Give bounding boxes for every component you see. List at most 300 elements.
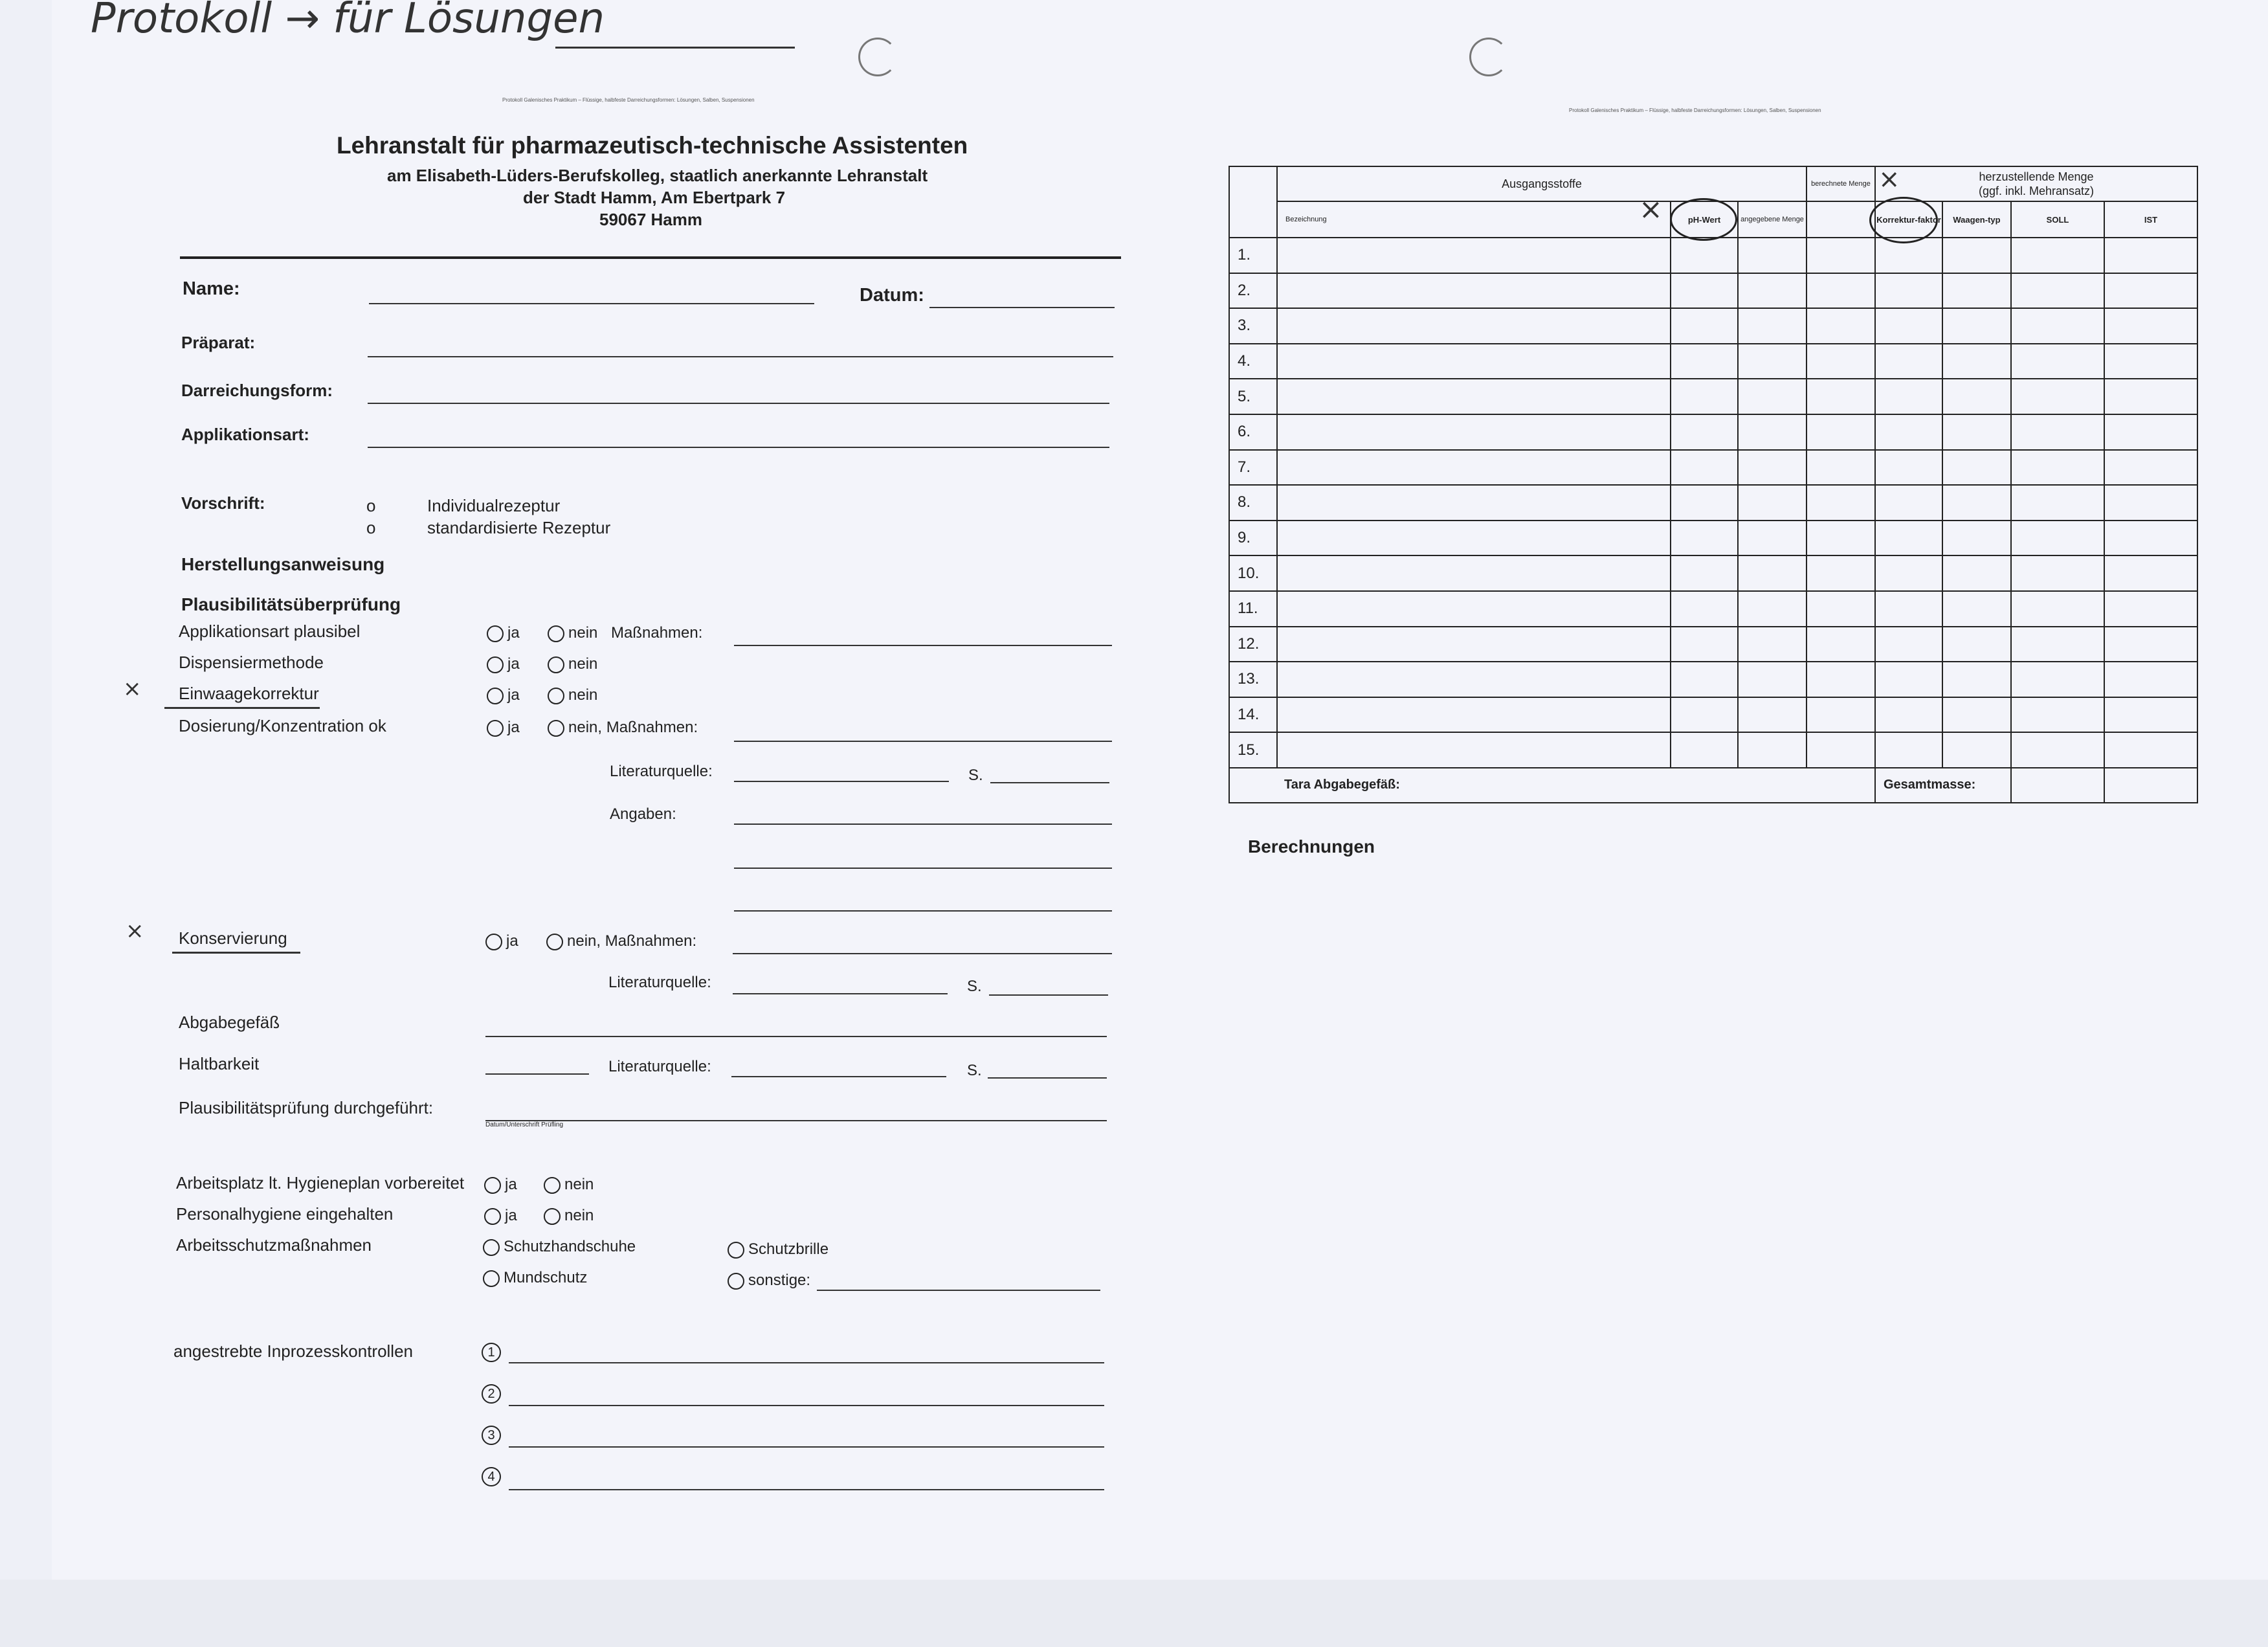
table-cell[interactable] xyxy=(1277,344,1671,379)
angaben-line-1[interactable] xyxy=(734,824,1112,825)
table-cell[interactable] xyxy=(2011,521,2104,556)
row-number: 11. xyxy=(1229,591,1277,627)
handwritten-note: Protokoll → für Lösungen xyxy=(91,0,605,43)
konservierung-label: Konservierung xyxy=(179,928,287,948)
ja-label: ja xyxy=(507,624,520,642)
personal-ja[interactable] xyxy=(484,1207,517,1225)
table-cell[interactable] xyxy=(1875,344,1942,379)
durchgefuehrt-line[interactable] xyxy=(485,1120,1107,1121)
radio-icon xyxy=(487,625,504,642)
table-cell[interactable] xyxy=(1277,308,1671,344)
handwritten-underline-einwaage xyxy=(164,707,320,709)
table-cell[interactable] xyxy=(1942,732,2011,768)
radio-icon xyxy=(484,1208,501,1225)
datum-label: Datum: xyxy=(860,285,924,306)
ja-label: ja xyxy=(506,932,518,950)
table-cell[interactable] xyxy=(1738,697,1807,733)
table-row xyxy=(1229,308,2197,344)
tiny-header-right: Protokoll Galenisches Praktikum – Flüssige, halbfeste Darreichungsformen: Lösungen, Salben, Suspensionen xyxy=(1569,107,1821,113)
table-cell[interactable] xyxy=(1807,273,1875,309)
radio-icon xyxy=(548,720,564,737)
applikationsart-ja[interactable] xyxy=(487,624,520,642)
header-korrekturfaktor: Korrektur-faktor xyxy=(1875,201,1942,238)
ja-label: ja xyxy=(505,1176,517,1193)
table-row xyxy=(1229,555,2197,591)
table-cell[interactable] xyxy=(1942,697,2011,733)
table-cell[interactable] xyxy=(1738,379,1807,414)
table-cell[interactable] xyxy=(1738,450,1807,486)
row-number: 3. xyxy=(1229,308,1277,344)
table-cell[interactable] xyxy=(1738,238,1807,273)
table-cell[interactable] xyxy=(1807,344,1875,379)
nein-label: nein xyxy=(564,1207,594,1224)
table-cell[interactable] xyxy=(1671,521,1738,556)
ipk-line-4[interactable] xyxy=(509,1489,1104,1490)
ipk-item-2 xyxy=(482,1384,501,1404)
table-cell[interactable] xyxy=(1807,238,1875,273)
row-number: 14. xyxy=(1229,697,1277,733)
row-number: 2. xyxy=(1229,273,1277,309)
row-number: 10. xyxy=(1229,555,1277,591)
table-cell[interactable] xyxy=(2104,697,2197,733)
table-cell[interactable] xyxy=(1875,732,1942,768)
table-cell[interactable] xyxy=(1738,308,1807,344)
table-cell[interactable] xyxy=(2104,238,2197,273)
darreichungsform-label: Darreichungsform: xyxy=(181,381,333,400)
einwaage-ja[interactable] xyxy=(487,686,520,704)
table-cell[interactable] xyxy=(1807,521,1875,556)
header-ausgangsstoffe: Ausgangsstoffe xyxy=(1277,166,1807,201)
table-cell[interactable] xyxy=(1807,450,1875,486)
scan-margin xyxy=(0,1580,2268,1647)
table-cell[interactable] xyxy=(1671,379,1738,414)
institution-sub2: der Stadt Hamm, Am Ebertpark 7 xyxy=(523,188,786,207)
handwritten-circle-korrektur xyxy=(1869,197,1938,243)
table-cell[interactable] xyxy=(1277,521,1671,556)
table-cell[interactable] xyxy=(1671,308,1738,344)
table-cell[interactable] xyxy=(1942,273,2011,309)
table-cell[interactable] xyxy=(1942,344,2011,379)
table-cell[interactable] xyxy=(1807,591,1875,627)
radio-icon xyxy=(728,1242,744,1259)
applikationsart-massnahmen-label: Maßnahmen: xyxy=(611,624,703,642)
header-angegebene-menge: angegebene Menge xyxy=(1738,201,1807,238)
table-row xyxy=(1229,662,2197,697)
row-number: 4. xyxy=(1229,344,1277,379)
table-cell[interactable] xyxy=(1807,555,1875,591)
table-cell[interactable] xyxy=(2011,414,2104,450)
table-cell[interactable] xyxy=(1942,627,2011,662)
table-cell[interactable] xyxy=(1807,662,1875,697)
table-cell[interactable] xyxy=(1875,450,1942,486)
datum-line[interactable] xyxy=(929,307,1115,308)
arbeitsplatz-ja[interactable] xyxy=(484,1176,517,1194)
radio-icon xyxy=(548,688,564,704)
row-number: 5. xyxy=(1229,379,1277,414)
table-cell[interactable] xyxy=(1277,379,1671,414)
literatur-label-3: Literaturquelle: xyxy=(608,1058,711,1075)
table-cell[interactable] xyxy=(2011,591,2104,627)
nein-label: nein xyxy=(568,655,598,673)
table-cell[interactable] xyxy=(1875,627,1942,662)
table-cell[interactable] xyxy=(2104,555,2197,591)
table-cell[interactable] xyxy=(2104,485,2197,521)
radio-icon xyxy=(485,934,502,950)
plausi-row-dosierung: Dosierung/Konzentration ok xyxy=(179,716,386,735)
table-row xyxy=(1229,273,2197,309)
konservierung-massnahmen-line[interactable] xyxy=(733,953,1112,954)
table-cell[interactable] xyxy=(1875,555,1942,591)
table-cell[interactable] xyxy=(1942,238,2011,273)
table-cell[interactable] xyxy=(1807,308,1875,344)
darreichungsform-line[interactable] xyxy=(368,403,1109,404)
arbeitsplatz-nein[interactable] xyxy=(544,1176,594,1194)
row-number: 8. xyxy=(1229,485,1277,521)
table-cell[interactable] xyxy=(1942,379,2011,414)
radio-icon xyxy=(548,625,564,642)
handwritten-underline xyxy=(555,47,795,49)
praeparat-label: Präparat: xyxy=(181,333,256,352)
table-row xyxy=(1229,732,2197,768)
tiny-header-left: Protokoll Galenisches Praktikum – Flüssige, halbfeste Darreichungsformen: Lösungen, Salben, Suspensionen xyxy=(502,97,755,103)
header-ph-wert: pH-Wert xyxy=(1671,201,1738,238)
table-cell[interactable] xyxy=(1277,662,1671,697)
mundschutz-option[interactable] xyxy=(483,1269,587,1287)
table-cell[interactable] xyxy=(2011,238,2104,273)
tara-cell[interactable]: Tara Abgabegefäß: xyxy=(1229,768,1875,803)
table-cell[interactable] xyxy=(1875,308,1942,344)
sonstige-label: sonstige: xyxy=(748,1272,811,1289)
table-cell[interactable] xyxy=(1277,414,1671,450)
table-cell[interactable] xyxy=(1671,555,1738,591)
herzustellende-text: herzustellende Menge xyxy=(1979,170,2094,183)
table-cell[interactable] xyxy=(1942,555,2011,591)
table-cell[interactable] xyxy=(2011,732,2104,768)
ipk-number-1: 1 xyxy=(482,1343,501,1362)
handwritten-circle-ph xyxy=(1670,198,1737,241)
schutzhandschuhe-option[interactable] xyxy=(483,1238,636,1256)
ipk-item-3 xyxy=(482,1426,501,1445)
radio-icon xyxy=(487,688,504,704)
handwritten-mark-herzustellende: × xyxy=(1878,164,1900,194)
table-cell[interactable] xyxy=(1807,732,1875,768)
ausgangsstoffe-table xyxy=(1228,166,2198,803)
praeparat-line[interactable] xyxy=(368,356,1113,357)
header-berechnete-menge: berechnete Menge xyxy=(1807,166,1875,201)
table-cell[interactable] xyxy=(1671,485,1738,521)
radio-icon xyxy=(483,1239,500,1256)
abgabegefaess-label: Abgabegefäß xyxy=(179,1013,280,1032)
row-number: 15. xyxy=(1229,732,1277,768)
table-row xyxy=(1229,414,2197,450)
ipk-item-4 xyxy=(482,1467,501,1486)
haltbarkeit-line[interactable] xyxy=(485,1073,589,1075)
hygiene-arbeitsschutz: Arbeitsschutzmaßnahmen xyxy=(176,1235,372,1255)
table-cell[interactable] xyxy=(2104,732,2197,768)
table-cell[interactable] xyxy=(1942,521,2011,556)
herstellungsanweisung-heading: Herstellungsanweisung xyxy=(181,554,385,574)
table-cell[interactable] xyxy=(1875,379,1942,414)
table-cell[interactable] xyxy=(1671,450,1738,486)
einwaage-nein[interactable] xyxy=(548,686,597,704)
applikationsart-nein[interactable] xyxy=(548,624,597,642)
table-cell[interactable] xyxy=(1671,414,1738,450)
table-cell[interactable] xyxy=(2011,450,2104,486)
applikationsart-massnahmen-line[interactable] xyxy=(734,645,1112,646)
table-cell[interactable] xyxy=(2104,662,2197,697)
schutzbrille-option[interactable] xyxy=(728,1240,828,1259)
schutzhandschuhe-label: Schutzhandschuhe xyxy=(504,1238,636,1255)
gesamtmasse-ist[interactable] xyxy=(2104,768,2197,803)
table-row xyxy=(1229,450,2197,486)
plausi-row-applikationsart: Applikationsart plausibel xyxy=(179,622,361,641)
ja-label: ja xyxy=(507,686,520,704)
table-cell[interactable] xyxy=(2104,273,2197,309)
applikationsart-label: Applikationsart: xyxy=(181,425,309,444)
angaben-line-2[interactable] xyxy=(734,868,1112,869)
datum-unterschrift-caption: Datum/Unterschrift Prüfling xyxy=(485,1121,564,1128)
table-cell[interactable] xyxy=(1738,555,1807,591)
plausi-row-dispensiermethode: Dispensiermethode xyxy=(179,653,324,672)
dispensier-nein[interactable] xyxy=(548,655,597,673)
table-cell[interactable] xyxy=(1738,662,1807,697)
seite-label-3: S. xyxy=(967,1062,982,1079)
table-cell[interactable] xyxy=(2011,273,2104,309)
table-row xyxy=(1229,379,2197,414)
table-cell[interactable] xyxy=(2011,485,2104,521)
gesamtmasse-soll[interactable] xyxy=(2011,768,2104,803)
dosierung-nein-massnahmen[interactable] xyxy=(548,719,698,737)
konservierung-ja[interactable] xyxy=(485,932,518,950)
durchgefuehrt-label: Plausibilitätsprüfung durchgeführt: xyxy=(179,1098,434,1117)
nein-label: nein xyxy=(568,624,598,642)
table-cell[interactable] xyxy=(2104,414,2197,450)
haltbarkeit-label: Haltbarkeit xyxy=(179,1054,260,1073)
handwritten-mark-einwaage: × xyxy=(123,676,142,702)
ipk-item-1 xyxy=(482,1343,501,1362)
table-cell[interactable] xyxy=(2011,555,2104,591)
table-cell[interactable] xyxy=(1671,273,1738,309)
table-cell[interactable] xyxy=(1807,627,1875,662)
nein-label: nein xyxy=(568,686,598,704)
ipk-label: angestrebte Inprozesskontrollen xyxy=(173,1341,414,1361)
table-cell[interactable] xyxy=(1875,485,1942,521)
table-cell[interactable] xyxy=(1277,273,1671,309)
table-cell[interactable] xyxy=(2104,450,2197,486)
table-cell[interactable] xyxy=(2104,344,2197,379)
radio-icon xyxy=(487,656,504,673)
seite-label-1: S. xyxy=(968,767,983,784)
ipk-number-3: 3 xyxy=(482,1426,501,1445)
table-cell[interactable] xyxy=(2104,379,2197,414)
table-cell[interactable] xyxy=(1738,591,1807,627)
ipk-number-4: 4 xyxy=(482,1467,501,1486)
table-row xyxy=(1229,344,2197,379)
table-cell[interactable] xyxy=(1807,485,1875,521)
table-cell[interactable] xyxy=(1875,697,1942,733)
punch-hole-right xyxy=(1469,38,1508,76)
table-cell[interactable] xyxy=(2104,591,2197,627)
table-cell[interactable] xyxy=(1807,414,1875,450)
header-herzustellende xyxy=(1875,166,2197,201)
table-cell[interactable] xyxy=(1942,662,2011,697)
table-cell[interactable] xyxy=(1738,732,1807,768)
radio-icon xyxy=(487,720,504,737)
handwritten-mark-konservierung: × xyxy=(126,918,144,944)
nein-massnahmen-label: nein, Maßnahmen: xyxy=(567,932,697,950)
table-body xyxy=(1229,238,2197,768)
table-cell[interactable] xyxy=(2011,344,2104,379)
table-cell[interactable] xyxy=(1738,273,1807,309)
plausi-row-einwaagekorrektur: Einwaagekorrektur xyxy=(179,684,319,703)
radio-icon xyxy=(544,1208,561,1225)
table-cell[interactable] xyxy=(1942,308,2011,344)
table-cell[interactable] xyxy=(1671,591,1738,627)
nein-label: nein xyxy=(564,1176,594,1193)
table-cell[interactable] xyxy=(2011,627,2104,662)
radio-icon xyxy=(546,934,563,950)
sonstige-line[interactable] xyxy=(817,1290,1100,1291)
seite-line-3[interactable] xyxy=(988,1077,1107,1079)
seite-line-2[interactable] xyxy=(989,994,1108,996)
table-cell[interactable] xyxy=(1277,732,1671,768)
header-empty xyxy=(1807,201,1875,238)
table-cell[interactable] xyxy=(2011,308,2104,344)
seite-line-1[interactable] xyxy=(990,782,1109,783)
ipk-line-3[interactable] xyxy=(509,1446,1104,1448)
angaben-label: Angaben: xyxy=(610,805,676,823)
table-cell[interactable] xyxy=(1277,697,1671,733)
table-cell[interactable] xyxy=(1807,697,1875,733)
vorschrift-opt-individual: Individualrezeptur xyxy=(427,496,561,515)
table-cell[interactable] xyxy=(1942,485,2011,521)
row-number: 9. xyxy=(1229,521,1277,556)
table-cell[interactable] xyxy=(2104,308,2197,344)
literatur-label-1: Literaturquelle: xyxy=(610,763,713,780)
table-cell[interactable] xyxy=(1277,238,1671,273)
literatur-line-2[interactable] xyxy=(733,993,948,994)
punch-hole-left xyxy=(858,38,897,76)
table-cell[interactable] xyxy=(2104,627,2197,662)
sonstige-option[interactable] xyxy=(728,1272,810,1290)
hygiene-personal: Personalhygiene eingehalten xyxy=(176,1204,394,1224)
table-cell[interactable] xyxy=(1277,591,1671,627)
schutzbrille-label: Schutzbrille xyxy=(748,1240,829,1258)
applikationsart-line[interactable] xyxy=(368,447,1109,448)
radio-icon xyxy=(483,1270,500,1287)
row-number: 13. xyxy=(1229,662,1277,697)
table-cell[interactable] xyxy=(1738,485,1807,521)
ipk-line-2[interactable] xyxy=(509,1405,1104,1406)
radio-icon xyxy=(544,1177,561,1194)
table-cell[interactable] xyxy=(1277,555,1671,591)
radio-icon xyxy=(548,656,564,673)
table-cell[interactable] xyxy=(1738,414,1807,450)
header-soll: SOLL xyxy=(2011,201,2104,238)
konservierung-nein-massnahmen[interactable] xyxy=(546,932,696,950)
table-cell[interactable] xyxy=(1942,414,2011,450)
handwritten-mark-bezeichnung: × xyxy=(1639,193,1663,226)
table-cell[interactable] xyxy=(1942,591,2011,627)
radio-icon xyxy=(484,1177,501,1194)
table-row xyxy=(1229,485,2197,521)
row-number: 6. xyxy=(1229,414,1277,450)
seite-label-2: S. xyxy=(967,978,982,995)
dispensier-ja[interactable] xyxy=(487,655,520,673)
gesamtmasse-cell[interactable]: Gesamtmasse: xyxy=(1875,768,2011,803)
table-cell[interactable] xyxy=(1277,450,1671,486)
literatur-line-1[interactable] xyxy=(734,781,949,782)
table-corner xyxy=(1229,166,1277,238)
literatur-line-3[interactable] xyxy=(731,1076,946,1077)
institution-sub1: am Elisabeth-Lüders-Berufskolleg, staatlich anerkannte Lehranstalt xyxy=(387,166,928,185)
literatur-label-2: Literaturquelle: xyxy=(608,974,711,991)
table-cell[interactable] xyxy=(1875,521,1942,556)
ipk-line-1[interactable] xyxy=(509,1362,1104,1363)
nein-massnahmen-label: nein, Maßnahmen: xyxy=(568,719,698,736)
table-cell[interactable] xyxy=(1671,344,1738,379)
table-cell[interactable] xyxy=(1738,344,1807,379)
plausibilitaet-heading: Plausibilitätsüberprüfung xyxy=(181,594,401,614)
table-row xyxy=(1229,697,2197,733)
dosierung-ja[interactable] xyxy=(487,719,520,737)
name-line[interactable] xyxy=(369,303,814,304)
vorschrift-label-text: Vorschrift: xyxy=(181,493,265,513)
table-cell[interactable] xyxy=(1875,662,1942,697)
table-cell[interactable] xyxy=(1277,627,1671,662)
table-cell[interactable] xyxy=(2104,521,2197,556)
table-row xyxy=(1229,627,2197,662)
table-cell[interactable] xyxy=(1875,414,1942,450)
angaben-line-3[interactable] xyxy=(734,910,1112,912)
table-cell[interactable] xyxy=(1942,450,2011,486)
dosierung-massnahmen-line[interactable] xyxy=(734,741,1112,742)
table-cell[interactable] xyxy=(1277,485,1671,521)
table-cell[interactable] xyxy=(1875,591,1942,627)
header-rule xyxy=(180,256,1121,259)
table-cell[interactable] xyxy=(1671,662,1738,697)
table-cell[interactable] xyxy=(1671,732,1738,768)
header-ist: IST xyxy=(2104,201,2197,238)
table-cell[interactable] xyxy=(1671,627,1738,662)
table-cell[interactable] xyxy=(1671,238,1738,273)
vorschrift-opt-standard: standardisierte Rezeptur xyxy=(427,518,611,537)
berechnungen-heading: Berechnungen xyxy=(1248,836,1375,857)
handwritten-underline-konservierung xyxy=(172,952,300,954)
ja-label: ja xyxy=(505,1207,517,1224)
table-cell[interactable] xyxy=(1738,521,1807,556)
table-cell[interactable] xyxy=(2011,662,2104,697)
table-row xyxy=(1229,521,2197,556)
ipk-number-2: 2 xyxy=(482,1384,501,1404)
name-label: Name: xyxy=(183,278,240,299)
table-cell[interactable] xyxy=(1738,627,1807,662)
table-cell[interactable] xyxy=(2011,697,2104,733)
row-number: 12. xyxy=(1229,627,1277,662)
vorschrift-bullet-1[interactable]: o xyxy=(366,496,376,515)
table-cell[interactable] xyxy=(1875,273,1942,309)
institution-sub3: 59067 Hamm xyxy=(599,210,702,229)
vorschrift-bullet-2[interactable]: o xyxy=(366,518,376,537)
table-cell[interactable] xyxy=(1671,697,1738,733)
table-cell[interactable] xyxy=(1807,379,1875,414)
mehransatz-text: (ggf. inkl. Mehransatz) xyxy=(1978,185,2095,197)
institution-title: Lehranstalt für pharmazeutisch-technische Assistenten xyxy=(337,132,968,159)
table-cell[interactable] xyxy=(2011,379,2104,414)
personal-nein[interactable] xyxy=(544,1207,594,1225)
hygiene-arbeitsplatz: Arbeitsplatz lt. Hygieneplan vorbereitet xyxy=(176,1173,465,1193)
abgabegefaess-line[interactable] xyxy=(485,1036,1107,1037)
